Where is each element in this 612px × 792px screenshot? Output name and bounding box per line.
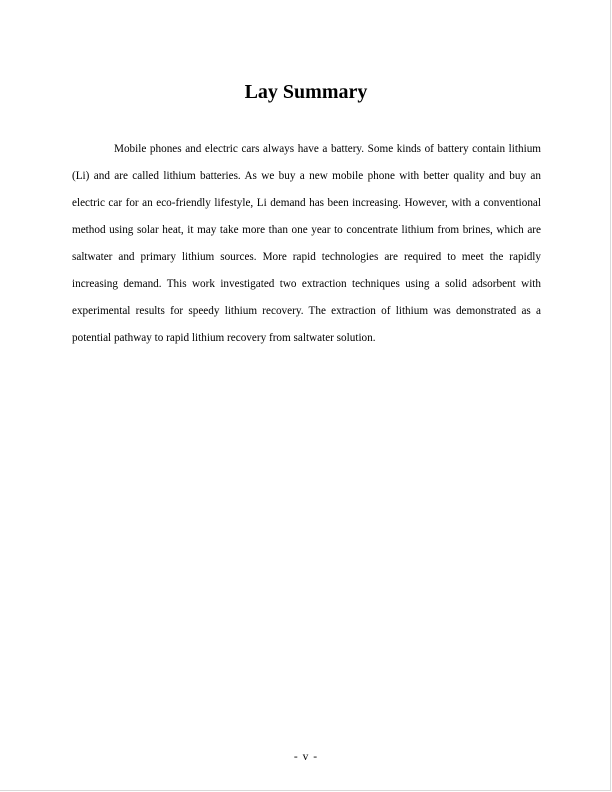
page-title: Lay Summary [244, 81, 368, 103]
page-number: - v - [293, 751, 319, 763]
summary-paragraph: Mobile phones and electric cars always have a battery. Some kinds of battery contain lithium (Li) and are called lithium batteries. As we buy a new mobile phone with better quality and buy an electric car for an eco-friendly lifestyle, Li demand has been increasing. However, with a conventional method using solar heat, it may take more than one year to concentrate lithium from brines, which are saltwater and primary lithium sources. More rapid technologies are required to meet the rapidly increasing demand. This work investigated two extraction techniques using a solid adsorbent with experimental results for speedy lithium recovery. The extraction of lithium was demonstrated as a potential pathway to rapid lithium recovery from saltwater solution. [72, 143, 541, 344]
